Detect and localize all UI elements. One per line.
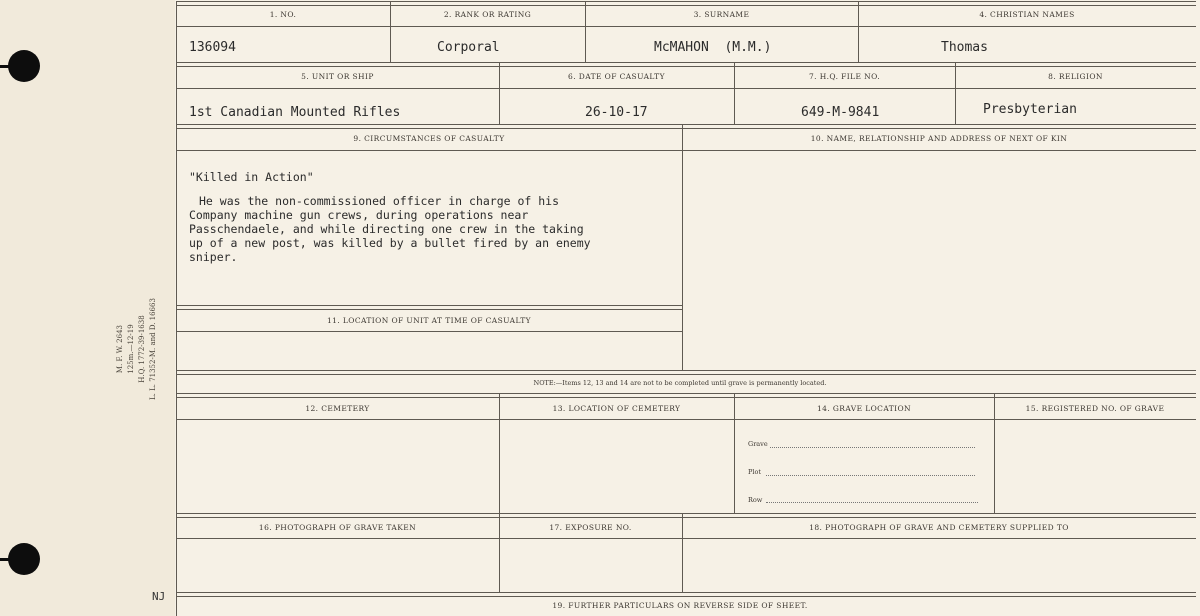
note-text: NOTE:—Items 12, 13 and 14 are not to be completed until grave is permanently located. — [533, 379, 827, 387]
header-file-no: 7. H.Q. FILE NO. — [808, 72, 881, 81]
header-location-of-cemetery: 13. LOCATION OF CEMETERY — [552, 404, 681, 413]
rank-value: Corporal — [437, 40, 500, 55]
rule — [176, 26, 1196, 27]
surname-value: McMAHON (M.M.) — [654, 40, 772, 55]
header-religion: 8. RELIGION — [1048, 72, 1103, 81]
rule — [176, 150, 1196, 151]
rule — [176, 513, 1196, 518]
rule — [176, 393, 1196, 398]
punch-hole-top — [8, 50, 40, 82]
header-unit: 5. UNIT OR SHIP — [301, 72, 374, 81]
header-circumstances: 9. CIRCUMSTANCES OF CASUALTY — [353, 134, 505, 143]
row-label: Row — [748, 496, 763, 504]
christian-names-value: Thomas — [941, 40, 988, 55]
header-surname: 3. SURNAME — [693, 10, 750, 19]
rule — [176, 419, 1196, 420]
plot-dotted-line — [766, 475, 975, 476]
header-next-of-kin: 10. NAME, RELATIONSHIP AND ADDRESS OF NEXT OF KIN — [810, 134, 1068, 143]
circumstances-title: "Killed in Action" — [189, 170, 314, 184]
initials-nj: NJ — [152, 590, 166, 603]
rule — [499, 393, 500, 593]
form-code-line: L. L. 71352-M. and D. 16663 — [149, 298, 157, 400]
rule — [176, 538, 1196, 539]
file-number-value: 649-M-9841 — [801, 105, 880, 120]
circumstances-text — [189, 170, 669, 264]
punch-hole-bottom — [8, 543, 40, 575]
rule — [176, 1, 1196, 6]
plot-label: Plot — [748, 468, 761, 476]
circumstances-body: He was the non-commissioned officer in charge of his Company machine gun crews, during operations near Passchendaele, and while directing one crew in the taking up of a new post, was killed by a bullet fired by an enemy sniper. — [189, 194, 591, 264]
header-grave-location: 14. GRAVE LOCATION — [816, 404, 912, 413]
header-location-of-unit: 11. LOCATION OF UNIT AT TIME OF CASUALTY — [327, 316, 531, 325]
form-code-line: 125m.—12-19 — [127, 324, 135, 374]
header-photograph-supplied: 18. PHOTOGRAPH OF GRAVE AND CEMETERY SUPPLIED TO — [809, 523, 1069, 532]
rule — [176, 62, 1196, 67]
header-exposure-no: 17. EXPOSURE NO. — [549, 523, 632, 532]
row-dotted-line — [766, 502, 978, 503]
unit-value: 1st Canadian Mounted Rifles — [189, 105, 401, 120]
header-registered-no: 15. REGISTERED NO. OF GRAVE — [1025, 404, 1165, 413]
rule — [176, 592, 1196, 597]
rule — [176, 124, 1196, 129]
service-number-value: 136094 — [189, 40, 236, 55]
date-of-casualty-value: 26-10-17 — [585, 105, 648, 120]
header-photograph-taken: 16. PHOTOGRAPH OF GRAVE TAKEN — [258, 523, 417, 532]
header-date: 6. DATE OF CASUALTY — [568, 72, 665, 81]
grave-dotted-line — [770, 447, 975, 448]
form-print-code — [115, 298, 159, 400]
form-code-line: M. F. W. 2643 — [116, 325, 124, 374]
header-cemetery: 12. CEMETERY — [305, 404, 370, 413]
rule — [176, 305, 682, 310]
header-christian-names: 4. CHRISTIAN NAMES — [979, 10, 1075, 19]
header-no: 1. NO. — [269, 10, 297, 19]
religion-value: Presbyterian — [983, 102, 1077, 117]
rule — [682, 124, 683, 370]
rule — [176, 370, 1196, 375]
rule — [176, 88, 1196, 89]
rule — [176, 331, 682, 332]
header-rank: 2. RANK OR RATING — [443, 10, 532, 19]
grave-label: Grave — [748, 440, 768, 448]
footer-text: 19. FURTHER PARTICULARS ON REVERSE SIDE OF SHEET. — [552, 601, 808, 610]
form-code-line: H.Q. 1772-39-1638 — [138, 315, 146, 383]
